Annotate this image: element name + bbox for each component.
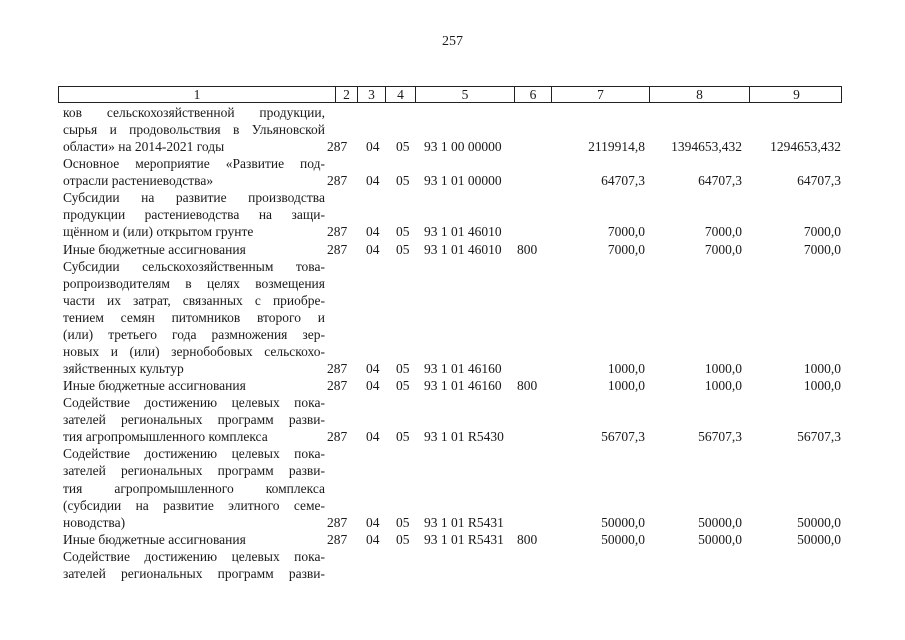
cell-c3 xyxy=(366,565,386,582)
cell-c8: 1000,0 xyxy=(704,361,742,377)
row-description-line: Содействие достижению целевых пока- xyxy=(63,395,325,411)
cell-c5: 93 1 01 46010 xyxy=(424,241,502,257)
row-description-line: щённом и (или) открытом грунте xyxy=(63,224,254,240)
cell-c9: 50000,0 xyxy=(797,531,841,547)
cell-c2: 287 xyxy=(327,361,348,377)
row-description-line: Содействие достижению целевых пока- xyxy=(63,446,325,462)
cell-c5: 93 1 01 00000 xyxy=(424,173,502,189)
row-description-line: (субсидии на развитие элитного семе- xyxy=(63,497,325,513)
cell-c2: 287 xyxy=(327,378,348,394)
cell-c4: 05 xyxy=(396,224,410,240)
cell-c5 xyxy=(424,565,524,582)
cell-c6 xyxy=(517,565,545,582)
cell-c2: 287 xyxy=(327,514,348,530)
cell-c8: 50000,0 xyxy=(698,514,742,530)
cell-c9: 1000,0 xyxy=(803,378,841,394)
cell-c5: 93 1 01 R5431 xyxy=(424,514,504,530)
row-description-line: тением семян питомников второго и xyxy=(63,309,325,325)
cell-c7: 7000,0 xyxy=(607,224,645,240)
cell-c7: 50000,0 xyxy=(601,514,645,530)
cell-c8 xyxy=(642,565,742,582)
row-description-line: Субсидии на развитие производства xyxy=(63,190,325,206)
cell-c6 xyxy=(517,514,545,531)
cell-c6: 800 xyxy=(517,241,538,257)
row-description-line: Содействие достижению целевых пока- xyxy=(63,548,325,564)
cell-c4: 05 xyxy=(396,241,410,257)
row-description-line: новодства) xyxy=(63,514,126,530)
header-col-4: 4 xyxy=(385,87,415,102)
row-description-line: области» на 2014-2021 годы xyxy=(63,139,225,155)
row-description-line: зателей региональных программ разви- xyxy=(63,463,325,479)
cell-c7: 56707,3 xyxy=(601,429,645,445)
row-description-line: зателей региональных программ разви- xyxy=(63,565,325,581)
cell-c5: 93 1 01 46160 xyxy=(424,361,502,377)
cell-c8: 1394653,432 xyxy=(671,139,742,155)
page-number: 257 xyxy=(442,34,463,49)
row-description-line: (или) третьего года размножения зер- xyxy=(63,326,325,342)
cell-c2: 287 xyxy=(327,531,348,547)
cell-c7: 2119914,8 xyxy=(588,139,645,155)
cell-c8: 7000,0 xyxy=(704,241,742,257)
cell-c6 xyxy=(517,138,545,155)
row-description-line: Иные бюджетные ассигнования xyxy=(63,531,246,547)
cell-c4: 05 xyxy=(396,361,410,377)
cell-c5: 93 1 01 46160 xyxy=(424,378,502,394)
row-description-line: сырья и продовольствия в Ульяновской xyxy=(63,122,325,138)
cell-c3: 04 xyxy=(366,241,380,257)
row-description-line: тия агропромышленного комплекса xyxy=(63,480,325,496)
row-description-line: Субсидии сельскохозяйственным това- xyxy=(63,258,325,274)
cell-c9: 64707,3 xyxy=(797,173,841,189)
header-col-5: 5 xyxy=(415,87,514,102)
row-description-line: ков сельскохозяйственной продукции, xyxy=(63,105,325,120)
cell-c2: 287 xyxy=(327,224,348,240)
cell-c6: 800 xyxy=(517,531,538,547)
cell-c6 xyxy=(517,428,545,445)
header-col-8: 8 xyxy=(649,87,749,102)
cell-c6 xyxy=(517,360,545,377)
cell-c3: 04 xyxy=(366,173,380,189)
row-description-line: Основное мероприятие «Развитие под- xyxy=(63,156,325,172)
header-col-2: 2 xyxy=(335,87,357,102)
cell-c4: 05 xyxy=(396,173,410,189)
row-description-line: тия агропромышленного комплекса xyxy=(63,429,268,445)
header-col-9: 9 xyxy=(749,87,843,102)
row-description-line: зяйственных культур xyxy=(63,361,184,377)
row-description-line: новых и (или) зернобобовых сельскохо- xyxy=(63,343,325,359)
cell-c5: 93 1 01 R5430 xyxy=(424,429,504,445)
cell-c8: 7000,0 xyxy=(704,224,742,240)
cell-c6: 800 xyxy=(517,378,538,394)
cell-c5: 93 1 01 46010 xyxy=(424,224,502,240)
cell-c4: 05 xyxy=(396,378,410,394)
cell-c4: 05 xyxy=(396,429,410,445)
cell-c5: 93 1 00 00000 xyxy=(424,139,502,155)
cell-c7: 1000,0 xyxy=(607,378,645,394)
row-description-line: ропроизводителям в целях возмещения xyxy=(63,275,325,291)
cell-c3: 04 xyxy=(366,361,380,377)
cell-c2: 287 xyxy=(327,241,348,257)
cell-c7: 64707,3 xyxy=(601,173,645,189)
header-col-1: 1 xyxy=(193,87,201,102)
cell-c2 xyxy=(327,565,353,582)
row-description-line: продукции растениеводства на защи- xyxy=(63,207,325,223)
cell-c9: 7000,0 xyxy=(803,241,841,257)
header-col-3: 3 xyxy=(357,87,385,102)
cell-c8: 64707,3 xyxy=(698,173,742,189)
cell-c3: 04 xyxy=(366,224,380,240)
table-header-row xyxy=(58,86,842,103)
cell-c7: 7000,0 xyxy=(607,241,645,257)
cell-c8: 50000,0 xyxy=(698,531,742,547)
cell-c3: 04 xyxy=(366,514,380,530)
cell-c4 xyxy=(396,565,416,582)
row-description-line: зателей региональных программ разви- xyxy=(63,412,325,428)
cell-c4: 05 xyxy=(396,514,410,530)
header-col-7: 7 xyxy=(551,87,649,102)
cell-c9: 7000,0 xyxy=(803,224,841,240)
cell-c6 xyxy=(517,223,545,240)
cell-c3: 04 xyxy=(366,139,380,155)
row-description-line: Иные бюджетные ассигнования xyxy=(63,241,246,257)
cell-c4: 05 xyxy=(396,531,410,547)
cell-c9 xyxy=(741,565,841,582)
cell-c9: 50000,0 xyxy=(797,514,841,530)
cell-c7 xyxy=(545,565,645,582)
cell-c9: 1294653,432 xyxy=(770,139,841,155)
cell-c2: 287 xyxy=(327,429,348,445)
row-description-line: части их затрат, связанных с приобре- xyxy=(63,292,325,308)
cell-c7: 50000,0 xyxy=(601,531,645,547)
header-col-6: 6 xyxy=(514,87,551,102)
cell-c9: 1000,0 xyxy=(803,361,841,377)
cell-c3: 04 xyxy=(366,531,380,547)
row-description-line: Иные бюджетные ассигнования xyxy=(63,378,246,394)
cell-c3: 04 xyxy=(366,429,380,445)
cell-c4: 05 xyxy=(396,139,410,155)
cell-c2: 287 xyxy=(327,173,348,189)
row-description-line: отрасли растениеводства» xyxy=(63,173,214,189)
cell-c9: 56707,3 xyxy=(797,429,841,445)
cell-c2: 287 xyxy=(327,139,348,155)
cell-c6 xyxy=(517,172,545,189)
cell-c7: 1000,0 xyxy=(607,361,645,377)
cell-c3: 04 xyxy=(366,378,380,394)
cell-c8: 56707,3 xyxy=(698,429,742,445)
cell-c5: 93 1 01 R5431 xyxy=(424,531,504,547)
cell-c8: 1000,0 xyxy=(704,378,742,394)
